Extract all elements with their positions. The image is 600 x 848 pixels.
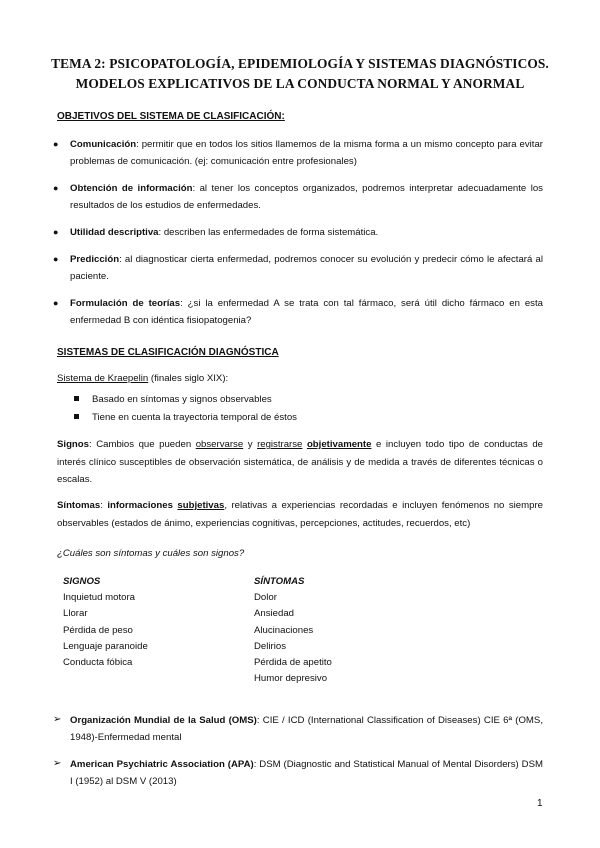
list-item: Alucinaciones	[254, 624, 314, 636]
item-text: : ¿si la enfermedad A se trata con tal fármaco, será útil dicho fármaco en esta enfermedad B con idéntica fisiopatogenia?	[70, 298, 543, 326]
list-item	[53, 251, 543, 285]
square-bullet-icon	[74, 396, 79, 401]
list-item: Dolor	[254, 592, 277, 604]
list-item: Lenguaje paranoide	[63, 640, 148, 652]
organization-text: : CIE / ICD (International Classification of Diseases) CIE 6ª (OMS, 1948)-Enfermedad mental	[70, 715, 543, 743]
bullet-icon: ●	[53, 227, 59, 237]
kraepelin-line	[57, 370, 543, 388]
bullet-icon: ●	[53, 254, 59, 264]
bullet-icon: ●	[53, 139, 59, 149]
organization-text: : DSM (Diagnostic and Statistical Manual of Mental Disorders) DSM I (1952) al DSM V (2013)	[70, 759, 543, 787]
list-item: Conducta fóbica	[63, 657, 133, 669]
list-item: Llorar	[63, 608, 88, 620]
list-item: Delirios	[254, 640, 286, 652]
item-text: Basado en síntomas y signos observables	[92, 394, 272, 405]
organization-item-oms	[53, 712, 543, 746]
organization-name: American Psychiatric Association (APA)	[70, 759, 254, 770]
list-item	[53, 224, 543, 241]
item-text: : al tener los conceptos organizados, podremos interpretar adecuadamente los resultados de los estudios de enfermedades.	[70, 183, 543, 211]
organization-item-apa	[53, 756, 543, 790]
kraepelin-note: (finales siglo XIX):	[148, 373, 229, 384]
list-item: Pérdida de apetito	[254, 657, 332, 669]
title-line-1: TEMA 2: PSICOPATOLOGÍA, EPIDEMIOLOGÍA Y SISTEMAS DIAGNÓSTICOS.	[51, 56, 549, 71]
text: :	[100, 500, 108, 511]
underlined-word: subjetivas	[177, 500, 225, 511]
bullet-icon: ●	[53, 298, 59, 308]
list-item	[53, 180, 543, 214]
list-item	[53, 136, 543, 170]
text: e incluyen todo tipo de conductas de interés clínico susceptibles de observación sistemática, de análisis y de medida a través de diferentes técnicas o escalas.	[57, 439, 543, 485]
arrow-bullet-icon: ➢	[53, 714, 62, 725]
bullet-icon: ●	[53, 183, 59, 193]
item-text: : permitir que en todos los sitios llamemos de la misma forma a un mismo concepto para evitar problemas de comunicación. (ej: comunicación entre profesionales)	[70, 139, 543, 167]
underlined-word: observarse	[195, 439, 244, 450]
objetivos-heading: OBJETIVOS DEL SISTEMA DE CLASIFICACIÓN:	[57, 111, 285, 122]
signos-column	[63, 574, 148, 671]
organization-name: Organización Mundial de la Salud (OMS)	[70, 715, 257, 726]
term: Obtención de información	[70, 183, 193, 194]
list-item	[74, 412, 297, 423]
underlined-word: objetivamente	[306, 439, 372, 450]
sintomas-header: SÍNTOMAS	[254, 576, 305, 587]
bold-word: informaciones	[107, 500, 178, 511]
term: Formulación de teorías	[70, 298, 181, 309]
sistemas-heading: SISTEMAS DE CLASIFICACIÓN DIAGNÓSTICA	[57, 347, 279, 358]
title-line-2: MODELOS EXPLICATIVOS DE LA CONDUCTA NORMAL Y ANORMAL	[75, 76, 525, 91]
sintomas-column	[254, 574, 332, 687]
term: Predicción	[70, 254, 120, 265]
list-item	[74, 394, 272, 405]
list-item: Inquietud motora	[63, 592, 135, 604]
sintomas-definition	[57, 497, 543, 532]
term: Síntomas	[57, 500, 101, 511]
square-bullet-icon	[74, 414, 79, 419]
term: Signos	[57, 439, 89, 450]
signos-definition	[57, 436, 543, 489]
question: ¿Cuáles son síntomas y cuáles son signos?	[57, 548, 245, 559]
kraepelin-label: Sistema de Kraepelin	[57, 373, 149, 384]
arrow-bullet-icon: ➢	[53, 758, 62, 769]
term: Comunicación	[70, 139, 137, 150]
list-item: Pérdida de peso	[63, 624, 133, 636]
signos-header: SIGNOS	[63, 576, 101, 587]
list-item: Ansiedad	[254, 608, 295, 620]
text: : Cambios que pueden	[88, 439, 196, 450]
item-text: : al diagnosticar cierta enfermedad, podremos conocer su evolución y predecir cómo le afectará al paciente.	[70, 254, 543, 282]
term: Utilidad descriptiva	[70, 227, 159, 238]
list-item	[53, 295, 543, 329]
list-item: Humor depresivo	[254, 673, 328, 685]
underlined-word: registrarse	[257, 439, 303, 450]
text: y	[243, 439, 258, 450]
item-text: : describen las enfermedades de forma sistemática.	[158, 227, 379, 238]
page-number: 1	[537, 798, 543, 809]
text: , relativas a experiencias recordadas e incluyen fenómenos no siempre observables (estados de ánimo, experiencias cognitivas, percepciones, actitudes, recuerdos, etc)	[57, 500, 543, 529]
item-text: Tiene en cuenta la trayectoria temporal de éstos	[92, 412, 297, 423]
